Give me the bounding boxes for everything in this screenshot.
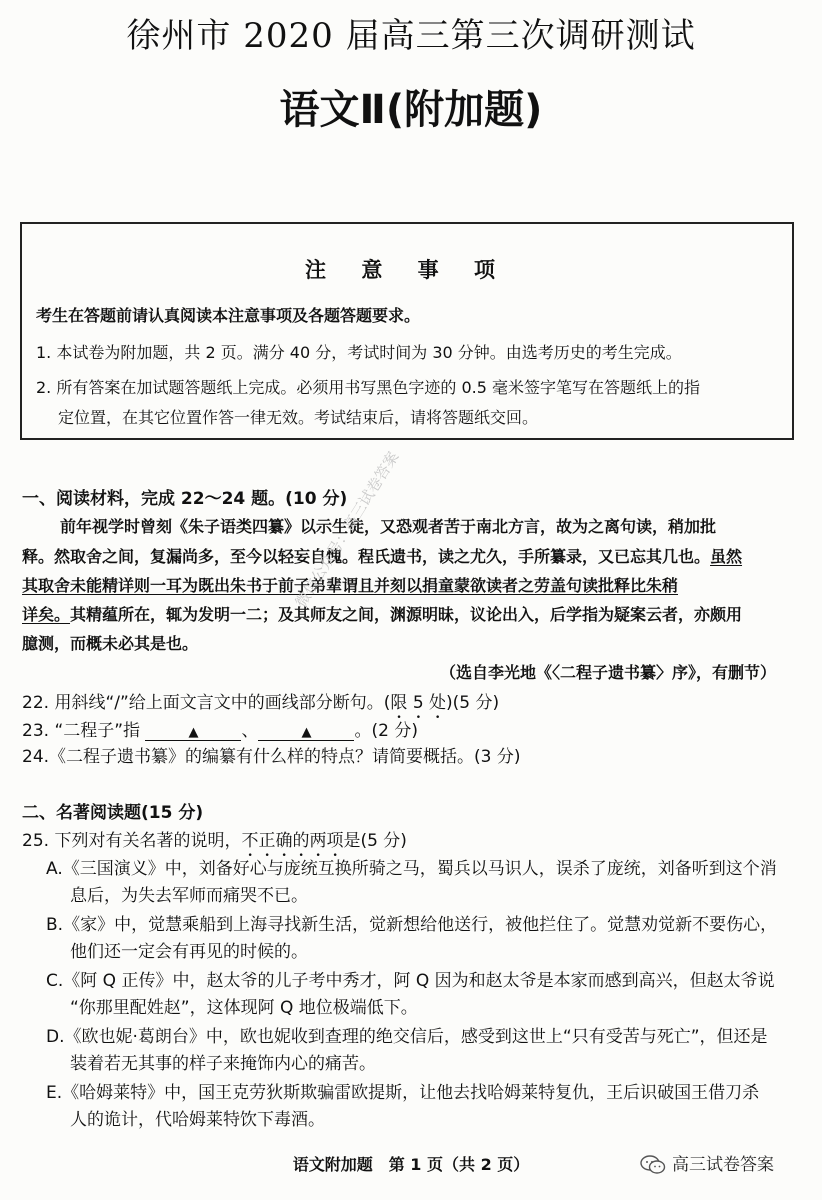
option-b-cont: 他们还一定会有再见的时候的。 — [70, 942, 308, 962]
q22-score: )(5 分) — [446, 693, 500, 713]
passage-line: 前年视学时曾刻《朱子语类四纂》以示生徒，又恐观者苦于南北方言，故为之离句读，稍加批 — [60, 517, 717, 536]
q22-emphasis: 限 5 处 — [390, 693, 447, 713]
option-b: B.《家》中，觉慧乘船到上海寻找新生活，觉新想给他送行，被他拦住了。觉慧劝觉新不要伤心， — [46, 915, 778, 935]
exam-subtitle: 语文Ⅱ(附加题) — [279, 87, 543, 133]
option-a-cont: 息后，为失去军师而痛哭不已。 — [70, 886, 308, 906]
passage-source: （选自李光地《〈二程子遗书纂〉序》，有删节） — [440, 663, 777, 682]
passage-text: 其精蕴所在，辄为发明一二；及其师友之间，渊源明昧，议论出入，后学指为疑案云者，亦颇用 — [70, 605, 743, 624]
underlined-passage: 虽然 — [710, 547, 743, 566]
notice-heading: 注 意 事 项 — [305, 258, 509, 282]
underlined-passage: 详矣。 — [22, 605, 71, 624]
option-d-cont: 装着若无其事的样子来掩饰内心的痛苦。 — [70, 1054, 376, 1074]
q22-text: 22. 用斜线“/”给上面文言文中的画线部分断句。( — [22, 693, 391, 713]
page-footer: 语文附加题 第 1 页（共 2 页） — [292, 1155, 530, 1174]
q25-text: 25. 下列对有关名著的说明， — [22, 831, 242, 851]
option-a: A.《三国演义》中，刘备好心与庞统互换所骑之马，蜀兵以马识人，误杀了庞统，刘备听到这个消 — [46, 859, 777, 879]
passage-text: 释。然取舍之间，复漏尚多，至今以轻妄自愧。程氏遗书，读之尤久，手所纂录，又已忘其几也。 — [22, 547, 711, 566]
passage-line — [22, 544, 742, 567]
notice-item-2: 2. 所有答案在加试题答题纸上完成。必须用书写黑色字迹的 0.5 毫米签字笔写在答题纸上的指 — [36, 378, 700, 397]
option-e-cont: 人的诡计，代哈姆莱特饮下毒酒。 — [70, 1110, 325, 1130]
notice-item-1: 1. 本试卷为附加题，共 2 页。满分 40 分，考试时间为 30 分钟。由选考历史的考生完成。 — [36, 343, 682, 362]
option-e: E.《哈姆莱特》中，国王克劳狄斯欺骗雷欧提斯，让他去找哈姆莱特复仇，王后识破国王借刀杀 — [46, 1083, 760, 1103]
brand-badge — [640, 1150, 774, 1175]
q23-score: 。(2 分) — [354, 721, 418, 741]
wechat-icon — [640, 1155, 672, 1175]
q23-separator: 、 — [241, 721, 259, 741]
q25-emphasis: 不正确的两项 — [241, 831, 344, 851]
section2-heading: 二、名著阅读题(15 分) — [22, 803, 204, 823]
answer-blank-1: ▲ — [145, 726, 241, 741]
notice-item-2-cont: 定位置，在其它位置作答一律无效。考试结束后，请将答题纸交回。 — [58, 408, 539, 427]
section1-heading: 一、阅读材料，完成 22～24 题。(10 分) — [22, 489, 348, 509]
passage-line: 臆测，而概未必其是也。 — [22, 634, 199, 653]
passage-line — [22, 602, 742, 625]
q23-text: 23. “二程子”指 — [22, 721, 141, 741]
question-23 — [22, 716, 418, 741]
question-24: 24.《二程子遗书纂》的编纂有什么样的特点？请简要概括。(3 分) — [22, 747, 521, 767]
exam-title: 徐州市 2020 届高三第三次调研测试 — [126, 16, 696, 56]
watermark: 微信公众号：高三试卷答案 — [291, 448, 403, 611]
option-c: C.《阿 Q 正传》中，赵太爷的儿子考中秀才，阿 Q 因为和赵太爷是本家而感到高兴，但赵太爷说 — [46, 971, 775, 991]
answer-blank-2: ▲ — [258, 726, 354, 741]
notice-intro: 考生在答题前请认真阅读本注意事项及各题答题要求。 — [36, 306, 421, 325]
option-c-cont: “你那里配姓赵”，这体现阿 Q 地位极端低下。 — [70, 998, 418, 1018]
q25-score: 是(5 分) — [343, 831, 407, 851]
underlined-passage: 其取舍未能精详则一耳为既出朱书于前子弟辈谓且并刻以捐童蒙欲读者之劳盖句读批释比朱稍 — [22, 576, 679, 595]
brand-name: 高三试卷答案 — [672, 1155, 774, 1175]
option-d: D.《欧也妮·葛朗台》中，欧也妮收到查理的绝交信后，感受到这世上“只有受苦与死亡”，但还是 — [46, 1027, 768, 1047]
